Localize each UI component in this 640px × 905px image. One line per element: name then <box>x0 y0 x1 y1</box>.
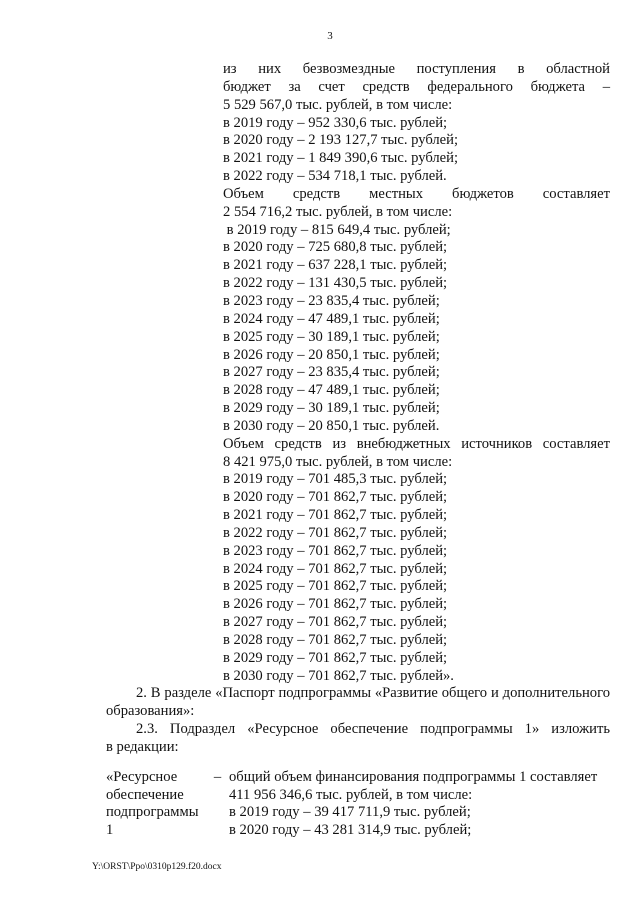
section-2-line-1: 2. В разделе «Паспорт подпрограммы «Развитие общего и дополнительного <box>136 685 610 701</box>
table-content-line: 411 956 346,6 тыс. рублей, в том числе: <box>229 786 473 803</box>
local-intro: Объем средств местных бюджетов составляет <box>223 185 610 202</box>
resource-provision-table <box>106 769 610 839</box>
federal-intro-line-1: из них безвозмездные поступления в областной <box>223 61 610 77</box>
table-label-line: подпрограммы 1 <box>106 804 199 838</box>
local-year-line: в 2024 году – 47 489,1 тыс. рублей; <box>223 310 440 327</box>
local-year-line: в 2029 году – 30 189,1 тыс. рублей; <box>223 400 440 417</box>
extrabudget-year-line: в 2025 году – 701 862,7 тыс. рублей; <box>223 578 448 595</box>
local-year-line: в 2028 году – 47 489,1 тыс. рублей; <box>223 382 440 399</box>
local-year-line: в 2025 году – 30 189,1 тыс. рублей; <box>223 328 440 345</box>
table-content-column <box>229 769 610 839</box>
local-year-line: в 2022 году – 131 430,5 тыс. рублей; <box>223 275 448 292</box>
funding-text-block <box>223 61 610 686</box>
section-2-3-line-1: 2.3. Подраздел «Ресурсное обеспечение подпрограммы 1» изложить <box>136 721 610 737</box>
section-2-paragraph <box>106 684 610 720</box>
extrabudget-year-line: в 2029 году – 701 862,7 тыс. рублей; <box>223 649 448 666</box>
federal-intro-line-2: бюджет за счет средств федерального бюджета – <box>223 78 610 95</box>
extrabudget-year-line: в 2028 году – 701 862,7 тыс. рублей; <box>223 632 448 648</box>
federal-year-line: в 2020 году – 2 193 127,7 тыс. рублей; <box>223 132 459 149</box>
table-content-line: общий объем финансирования подпрограммы 1 составляет <box>229 769 598 785</box>
extrabudget-year-line: в 2027 году – 701 862,7 тыс. рублей; <box>223 614 448 631</box>
federal-year-line: в 2021 году – 1 849 390,6 тыс. рублей; <box>223 150 459 167</box>
local-year-line: в 2027 году – 23 835,4 тыс. рублей; <box>223 364 440 381</box>
extrabudget-year-line: в 2026 году – 701 862,7 тыс. рублей; <box>223 596 448 613</box>
page-number: 3 <box>327 30 333 42</box>
local-year-line: в 2030 году – 20 850,1 тыс. рублей. <box>223 417 440 434</box>
local-year-line: в 2026 году – 20 850,1 тыс. рублей; <box>223 346 440 363</box>
extrabudget-intro: Объем средств из внебюджетных источников составляет <box>223 435 610 452</box>
table-label-line: «Ресурсное <box>106 769 178 785</box>
extrabudget-year-line: в 2022 году – 701 862,7 тыс. рублей; <box>223 524 448 541</box>
local-year-line: в 2020 году – 725 680,8 тыс. рублей; <box>223 239 448 256</box>
local-total: 2 554 716,2 тыс. рублей, в том числе: <box>223 203 453 220</box>
table-label-column <box>106 769 206 839</box>
table-content-line: в 2020 году – 43 281 314,9 тыс. рублей; <box>229 821 472 838</box>
table-label-line: обеспечение <box>106 786 184 803</box>
extrabudget-year-line: в 2023 году – 701 862,7 тыс. рублей; <box>223 542 448 559</box>
extrabudget-year-line: в 2021 году – 701 862,7 тыс. рублей; <box>223 507 448 524</box>
extrabudget-year-line: в 2030 году – 701 862,7 тыс. рублей». <box>223 667 454 684</box>
local-year-line: в 2021 году – 637 228,1 тыс. рублей; <box>223 257 448 274</box>
extrabudget-year-line: в 2020 году – 701 862,7 тыс. рублей; <box>223 489 448 506</box>
extrabudget-year-line: в 2019 году – 701 485,3 тыс. рублей; <box>223 471 448 488</box>
table-dash: – <box>213 769 222 785</box>
local-year-line: в 2023 году – 23 835,4 тыс. рублей; <box>223 292 440 309</box>
section-2-3-line-2: в редакции: <box>106 739 179 755</box>
extrabudget-total: 8 421 975,0 тыс. рублей, в том числе: <box>223 453 453 470</box>
federal-year-line: в 2022 году – 534 718,1 тыс. рублей. <box>223 168 447 185</box>
section-2-line-2: образования»: <box>106 703 195 719</box>
local-year-line: в 2019 году – 815 649,4 тыс. рублей; <box>223 221 451 238</box>
footer-file-path: Y:\ORST\Ppo\0310p129.f20.docx <box>92 862 222 872</box>
table-content-line: в 2019 году – 39 417 711,9 тыс. рублей; <box>229 804 471 821</box>
section-2-3-paragraph <box>106 720 610 756</box>
federal-total: 5 529 567,0 тыс. рублей, в том числе: <box>223 96 453 113</box>
extrabudget-year-line: в 2024 году – 701 862,7 тыс. рублей; <box>223 560 448 577</box>
federal-year-line: в 2019 году – 952 330,6 тыс. рублей; <box>223 114 448 131</box>
